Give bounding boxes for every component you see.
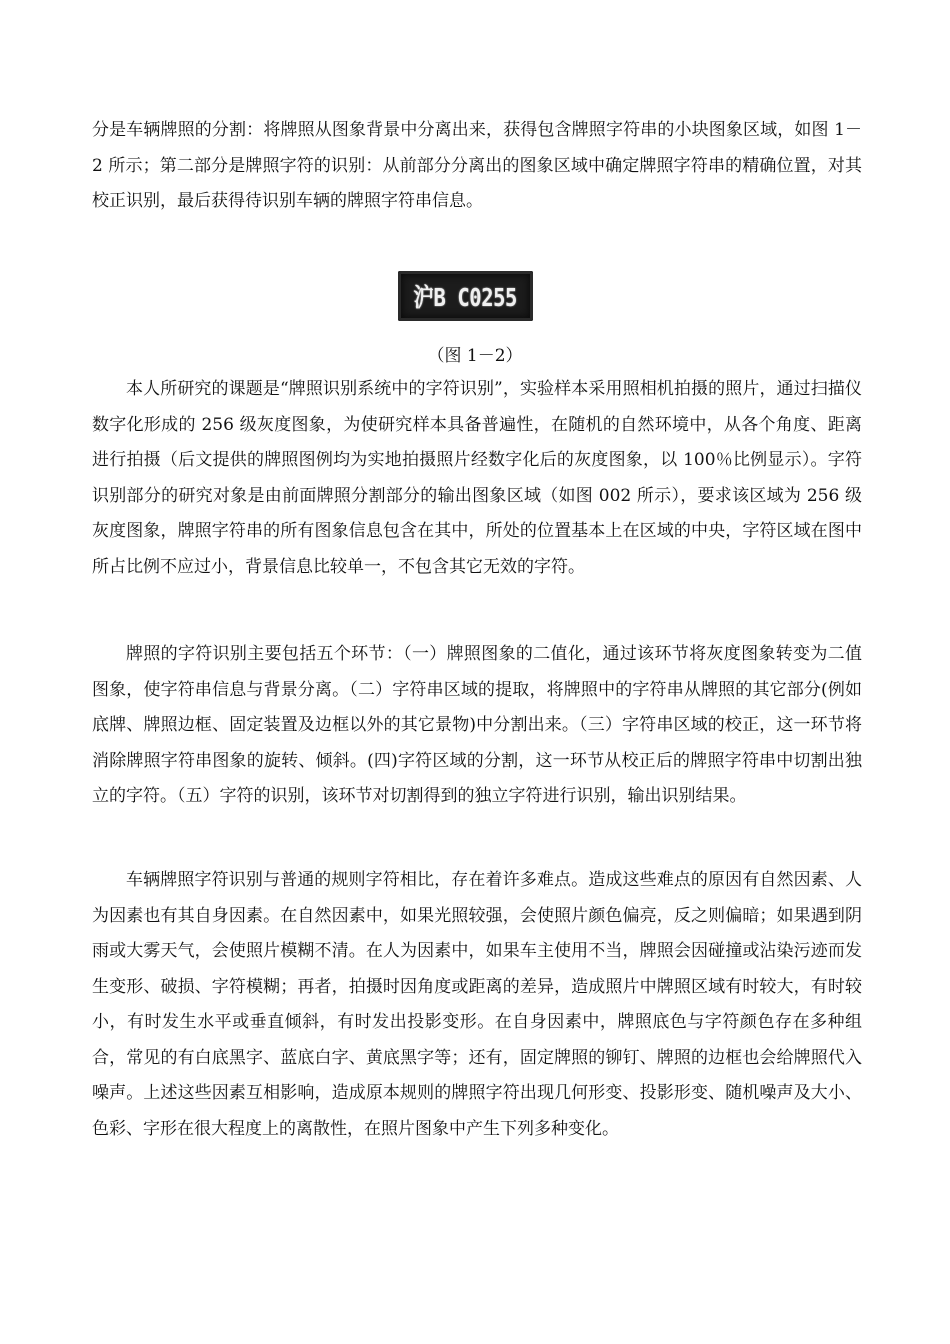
- license-plate-image: [398, 271, 533, 321]
- paragraph-difficulties: 车辆牌照字符识别与普通的规则字符相比，存在着许多难点。造成这些难点的原因有自然因素、人为因素也有其自身因素。在自然因素中，如果光照较强，会使照片颜色偏亮，反之则偏暗；如果遇到阴雨或大雾天气，会使照片模糊不清。在人为因素中，如果车主使用不当，牌照会因碰撞或沾染污迹而发生变形、破损、字符模糊；再者，拍摄时因角度或距离的差异，造成照片中牌照区域有时较大，有时较小，有时发生水平或垂直倾斜，有时发出投影变形。在自身因素中，牌照底色与字符颜色存在多种组合，常见的有白底黑字、蓝底白字、黄底黑字等；还有，固定牌照的铆钉、牌照的边框也会给牌照代入噪声。上述这些因素互相影响，造成原本规则的牌照字符出现几何形变、投影形变、随机噪声及大小、色彩、字形在很大程度上的离散性，在照片图象中产生下列多种变化。: [92, 870, 862, 1139]
- figure-caption: （图 1－2）: [427, 346, 523, 366]
- paragraph-research-topic: 本人所研究的课题是“牌照识别系统中的字符识别”，实验样本采用照相机拍摄的照片，通过扫描仪数字化形成的 256 级灰度图象，为使研究样本具备普遍性，在随机的自然环境中，从各个角度、距离进行拍摄（后文提供的牌照图例均为实地拍摄照片经数字化后的灰度图象，以 100％比例显示）。字符识别部分的研究对象是由前面牌照分割部分的输出图象区域（如图 002 所示），要求该区域为 256 级灰度图象，牌照字符串的所有图象信息包含在其中，所处的位置基本上在区域的中央，字符区域在图中所占比例不应过小，背景信息比较单一，不包含其它无效的字符。: [92, 379, 862, 577]
- license-plate-text: 沪B C0255: [413, 283, 518, 312]
- paragraph-recognition-steps: 牌照的字符识别主要包括五个环节：（一）牌照图象的二值化，通过该环节将灰度图象转变为二值图象，使字符串信息与背景分离。（二）字符串区域的提取，将牌照中的字符串从牌照的其它部分(例如底牌、牌照边框、固定装置及边框以外的其它景物)中分割出来。（三）字符串区域的校正，这一环节将消除牌照字符串图象的旋转、倾斜。(四)字符区域的分割，这一环节从校正后的牌照字符串中切割出独立的字符。（五）字符的识别，该环节对切割得到的独立字符进行识别，输出识别结果。: [92, 644, 862, 806]
- paragraph-plate-segmentation: 分是车辆牌照的分割：将牌照从图象背景中分离出来，获得包含牌照字符串的小块图象区域，如图 1－2 所示；第二部分是牌照字符的识别：从前部分分离出的图象区域中确定牌照字符串的精确位置，对其校正识别，最后获得待识别车辆的牌照字符串信息。: [92, 120, 862, 211]
